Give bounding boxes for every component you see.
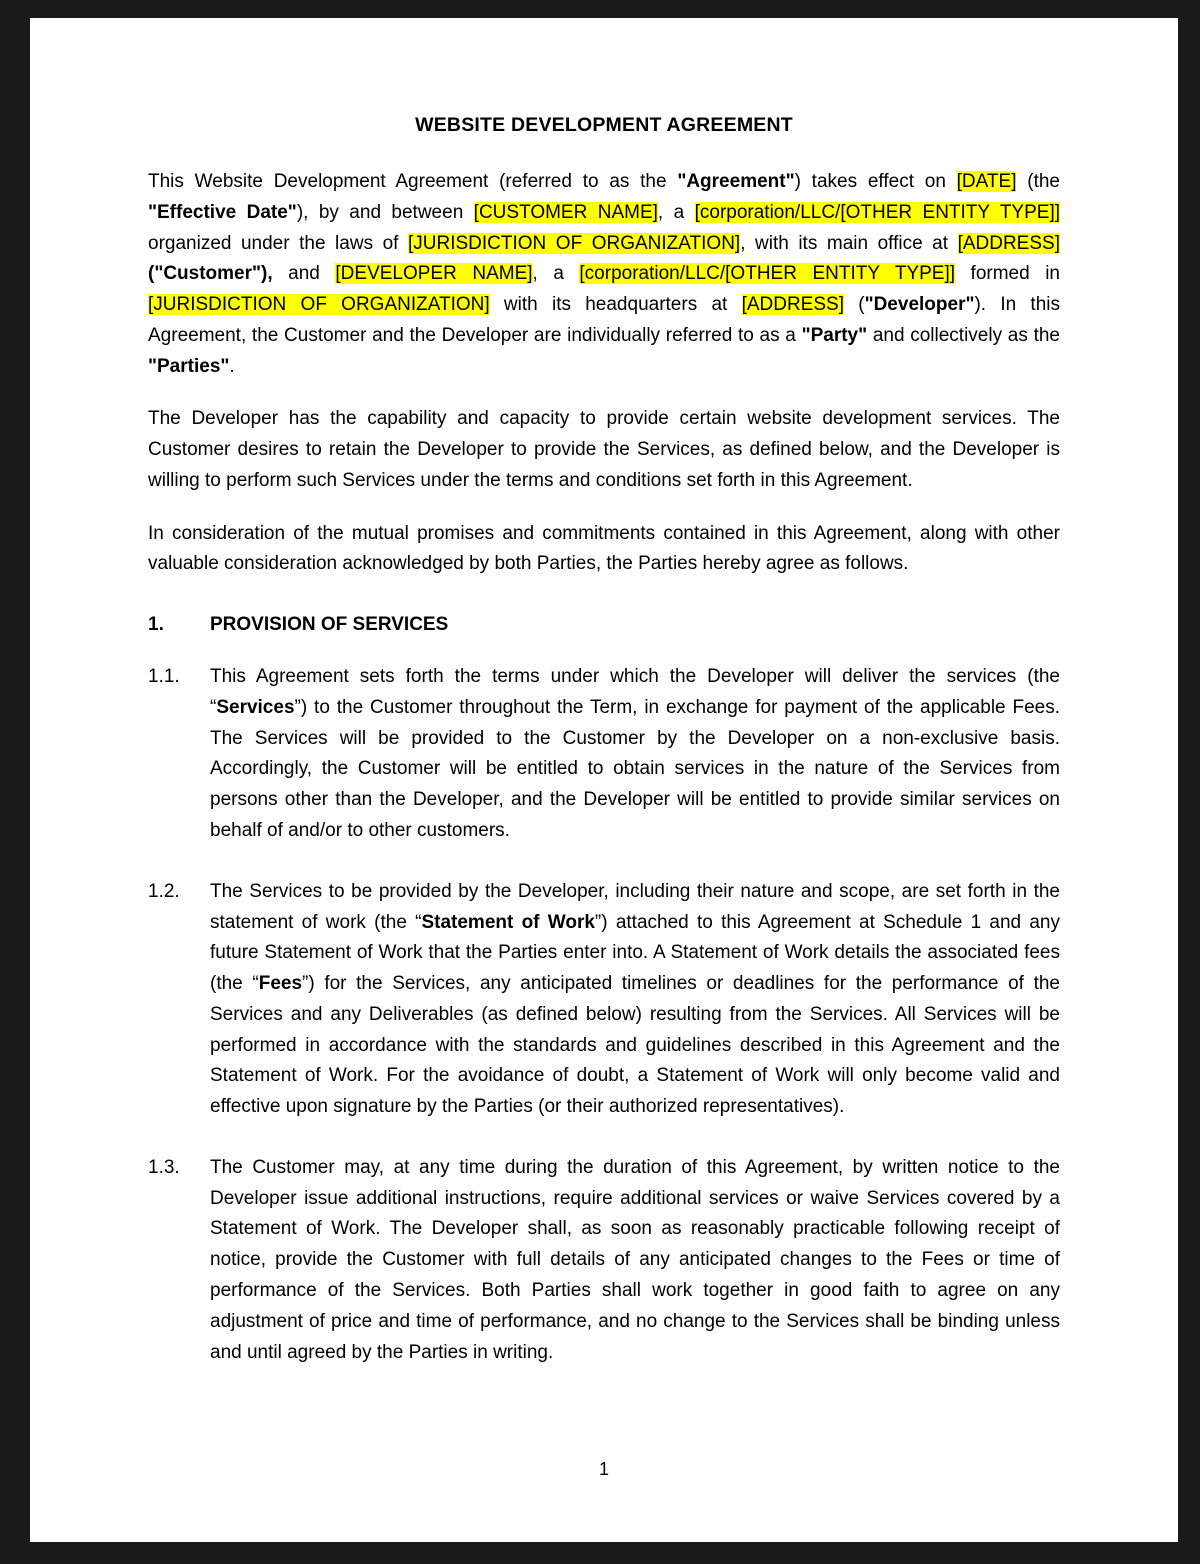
clause-1-1-part-b: ”) to the Customer throughout the Term, in exchange for payment of the applicable Fees. The Services will be provided to the Customer by the Developer on a non-exclusive basis. Accordingly, the Customer will be entitled to obtain services in the nature of the Services from persons other than the Developer, and the Developer will be entitled to provide similar services on behalf of and/or to other customers. — [210, 696, 1060, 842]
clause-number-1-1: 1.1. — [148, 666, 180, 688]
intro-text-10: , a — [532, 263, 580, 285]
intro-text-15: and collectively as the — [867, 324, 1060, 346]
intro-text-16: . — [229, 355, 235, 377]
jurisdiction-placeholder-1: [JURISDICTION OF ORGANIZATION] — [407, 232, 741, 254]
customer-name-placeholder: [CUSTOMER NAME] — [473, 201, 658, 223]
clause-1-3 — [148, 1153, 1060, 1368]
intro-text-6: organized under the laws of — [148, 232, 408, 254]
clause-text-1-1 — [210, 662, 1060, 847]
clause-1-2-part-c: ”) for the Services, any anticipated timelines or deadlines for the performance of the Services and any Deliverables (as defined below) resulting from the Services. All Services will be performed in accordance with the standards and guidelines described in this Agreement and the Statement of Work. For the avoidance of doubt, a Statement of Work will only become valid and effective upon signature by the Parties (or their authorized representatives). — [210, 973, 1060, 1118]
intro-text-4: ), by and between — [296, 201, 474, 223]
party-defined-term: "Party" — [801, 324, 868, 346]
page-number: 1 — [598, 1459, 609, 1479]
services-defined-term: Services — [216, 696, 295, 718]
clause-text-1-2 — [210, 877, 1060, 1123]
customer-defined-term: ("Customer"), — [148, 263, 273, 285]
effective-date-defined-term: "Effective Date" — [148, 201, 297, 223]
intro-text-12: with its headquarters at — [489, 294, 742, 316]
agreement-defined-term: "Agreement" — [677, 171, 795, 192]
clause-1-2-part-a: The Services to be provided by the Developer, including their nature and scope, are set forth in the statement of work (the “ — [210, 880, 1060, 933]
document-title: WEBSITE DEVELOPMENT AGREEMENT — [415, 114, 793, 136]
fees-defined-term: Fees — [258, 973, 303, 995]
parties-defined-term: "Parties" — [148, 355, 230, 377]
developer-name-placeholder: [DEVELOPER NAME] — [335, 263, 533, 285]
section-title-1: PROVISION OF SERVICES — [210, 614, 449, 636]
entity-type-placeholder-2: [corporation/LLC/[OTHER ENTITY TYPE]] — [579, 263, 956, 285]
intro-paragraph-3: In consideration of the mutual promises and commitments contained in this Agreement, along with other valuable consideration acknowledged by both Parties, the Parties hereby agree as follows. — [148, 522, 1060, 575]
intro-text-3: (the — [1016, 171, 1060, 192]
document-page — [30, 18, 1178, 1542]
section-number-1: 1. — [148, 614, 164, 636]
intro-text-11: formed in — [955, 263, 1060, 285]
statement-of-work-defined-term: Statement of Work — [421, 911, 595, 933]
clause-1-1 — [148, 662, 1060, 847]
date-placeholder: [DATE] — [956, 171, 1017, 192]
intro-text-5: , a — [657, 201, 695, 223]
address-placeholder-1: [ADDRESS] — [957, 232, 1060, 254]
intro-text-7: , with its main office at — [740, 232, 958, 254]
intro-text-13: ( — [843, 294, 865, 316]
jurisdiction-placeholder-2: [JURISDICTION OF ORGANIZATION] — [148, 294, 490, 316]
clause-number-1-3: 1.3. — [148, 1156, 180, 1178]
clause-1-2-part-b: ”) attached to this Agreement at Schedule 1 and any future Statement of Work that the Parties enter into. A Statement of Work details the associated fees (the “ — [210, 911, 1060, 995]
clause-1-2 — [148, 877, 1060, 1123]
intro-paragraph-1 — [148, 167, 1060, 382]
address-placeholder-2: [ADDRESS] — [741, 294, 844, 316]
section-heading-1 — [148, 614, 1060, 636]
intro-text-1: This Website Development Agreement (referred to as the — [148, 171, 678, 192]
clause-text-1-3: The Customer may, at any time during the duration of this Agreement, by written notice to the Developer issue additional instructions, require additional services or waive Services covered by a Statement of Work. The Developer shall, as soon as reasonably practicable following receipt of notice, provide the Customer with full details of any anticipated changes to the Fees or time of performance of the Services. Both Parties shall work together in good faith to agree on any adjustment of price and time of performance, and no change to the Services shall be binding unless and until agreed by the Parties in writing. — [210, 1156, 1060, 1363]
intro-text-9: and — [272, 263, 336, 285]
intro-paragraph-2: The Developer has the capability and capacity to provide certain website development services. The Customer desires to retain the Developer to provide the Services, as defined below, and the Developer is willing to perform such Services under the terms and conditions set forth in this Agreement. — [148, 408, 1060, 491]
intro-text-2: ) takes effect on — [794, 171, 957, 192]
clause-number-1-2: 1.2. — [148, 880, 180, 902]
entity-type-placeholder-1: [corporation/LLC/[OTHER ENTITY TYPE]] — [694, 201, 1060, 223]
developer-defined-term: "Developer" — [864, 294, 975, 316]
clause-1-1-part-a: This Agreement sets forth the terms under which the Developer will deliver the services (the “ — [210, 666, 1060, 718]
intro-text-14: ). In this Agreement, the Customer and the Developer are individually referred to as a — [148, 294, 1061, 346]
